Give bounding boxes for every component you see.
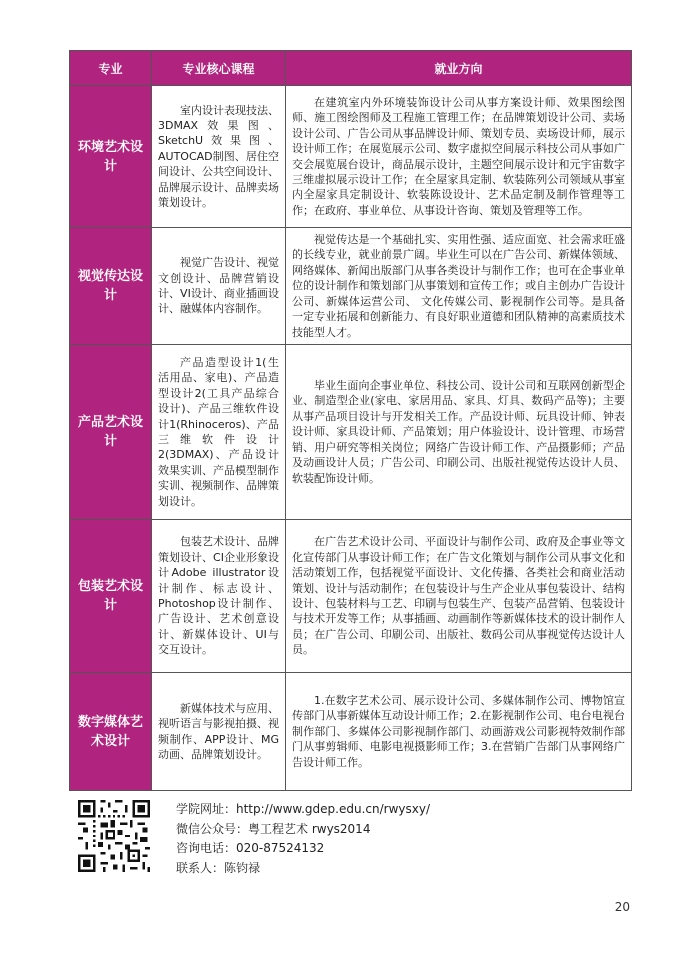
career-directions: 1.在数字艺术公司、展示设计公司、多媒体制作公司、博物馆宣传部门从事新媒体互动设计师工作；2.在影视制作公司、电台电视台制作部门、多媒体公司影视制作部门、动画游戏公司影视特效制作部门从事剪辑师、电影电视摄影师工作；3.在营销广告部门从事网络广告设计师工作。 [286, 673, 632, 791]
wechat-account: 微信公众号：粤工程艺术 rwys2014 [176, 821, 371, 836]
career-directions: 在建筑室内外环境装饰设计公司从事方案设计师、效果图绘图师、施工图绘图师及工程施工管理工作；在品牌策划设计公司、卖场设计公司、广告公司从事品牌设计师、策划专员、卖场设计师，展示设计师工作；在展览展示公司、数字虚拟空间展示科技公司从事如广交会展览展台设计，商品展示设计，主题空间展示设计和元宇宙数字三维虚拟展示设计工作；在全屋家具定制、软装陈列公司领域从事室内全屋家具定制设计、软装陈设设计、艺术品定制及制作管理等工作；在政府、事业单位、从事设计咨询、策划及管理等工作。 [286, 86, 632, 228]
majors-table [69, 50, 632, 791]
header-careers: 就业方向 [286, 51, 632, 86]
major-name: 数字媒体艺术设计 [70, 673, 152, 791]
career-directions: 在广告艺术设计公司、平面设计与制作公司、政府及企事业等文化宣传部门从事设计师工作；在广告文化策划与制作公司从事文化和活动策划工作，包括视觉平面设计、文化传播、各类社会和商业活动策划、设计与活动制作；在包装设计与生产企业从事包装设计、结构设计、包装材料与工艺、印刷与包装生产、包装产品营销、包装设计与技术开发等工作；从事插画、动画制作等新媒体技术的设计制作人员；在广告公司、印刷公司、出版社、数码公司从事视觉传达设计人员。 [286, 520, 632, 673]
contact-info [176, 800, 596, 878]
header-major: 专业 [70, 51, 152, 86]
core-courses: 室内设计表现技法、3DMAX效果图、SketchU效果图、AUTOCAD制图、居住空间设计、公共空间设计、品牌展示设计、品牌卖场策划设计。 [152, 86, 286, 228]
major-name: 环境艺术设计 [70, 86, 152, 228]
career-directions: 毕业生面向企事业单位、科技公司、设计公司和互联网创新型企业、制造型企业(家电、家居用品、家具、灯具、数码产品等)；主要从事产品项目设计与开发相关工作。产品设计师、玩具设计师、钟表设计师、家具设计师、产品策划；用户体验设计、设计管理、市场营销、用户研究等相关岗位；网络广告设计师工作、产品摄影师；产品及动画设计人员；广告公司、印刷公司、出版社视觉传达设计人员、软装配饰设计师。 [286, 345, 632, 520]
table-row-packaging-art [70, 520, 632, 673]
core-courses: 包装艺术设计、品牌策划设计、CI企业形象设计Adobe illustrator设计制作、标志设计、Photoshop设计制作、广告设计、艺术创意设计、新媒体设计、UI与交互设计。 [152, 520, 286, 673]
website-link[interactable]: 学院网址：http://www.gdep.edu.cn/rwysxy/ [176, 802, 430, 816]
core-courses: 新媒体技术与应用、视听语言与影视拍摄、视频制作、APP设计、MG动画、品牌策划设计。 [152, 673, 286, 791]
core-courses: 产品造型设计1(生活用品、家电)、产品造型设计2(工具产品综合设计)、产品三维软件设计1(Rhinoceros)、产品三维软件设计2(3DMAX)、产品设计效果实训、产品模型制作实训、视频制作、品牌策划设计。 [152, 345, 286, 520]
career-directions: 视觉传达是一个基础扎实、实用性强、适应面宽、社会需求旺盛的长线专业，就业前景广阔。毕业生可以在广告公司、新媒体领域、网络媒体、新闻出版部门从事各类设计与制作工作；也可在企事业单位的设计制作和策划部门从事策划和宣传工作；或自主创办广告设计公司、新媒体运营公司、 文化传媒公司、影视制作公司等。是具备一定专业拓展和创新能力、有良好职业道德和团队精神的高素质技术技能型人才。 [286, 228, 632, 345]
consult-phone: 咨询电话：020-87524132 [176, 841, 325, 855]
page-number: 20 [614, 900, 630, 914]
table-row-environment-art [70, 86, 632, 228]
major-name: 包装艺术设计 [70, 520, 152, 673]
header-courses: 专业核心课程 [152, 51, 286, 86]
table-header-row [70, 51, 632, 86]
table-row-product-art [70, 345, 632, 520]
table-row-digital-media-art [70, 673, 632, 791]
contact-person: 联系人：陈钧禄 [176, 860, 261, 875]
major-name: 视觉传达设计 [70, 228, 152, 345]
core-courses: 视觉广告设计、视觉文创设计、品牌营销设计、VI设计、商业插画设计、融媒体内容制作。 [152, 228, 286, 345]
major-name: 产品艺术设计 [70, 345, 152, 520]
table-row-visual-communication [70, 228, 632, 345]
qr-code-icon [78, 800, 150, 872]
